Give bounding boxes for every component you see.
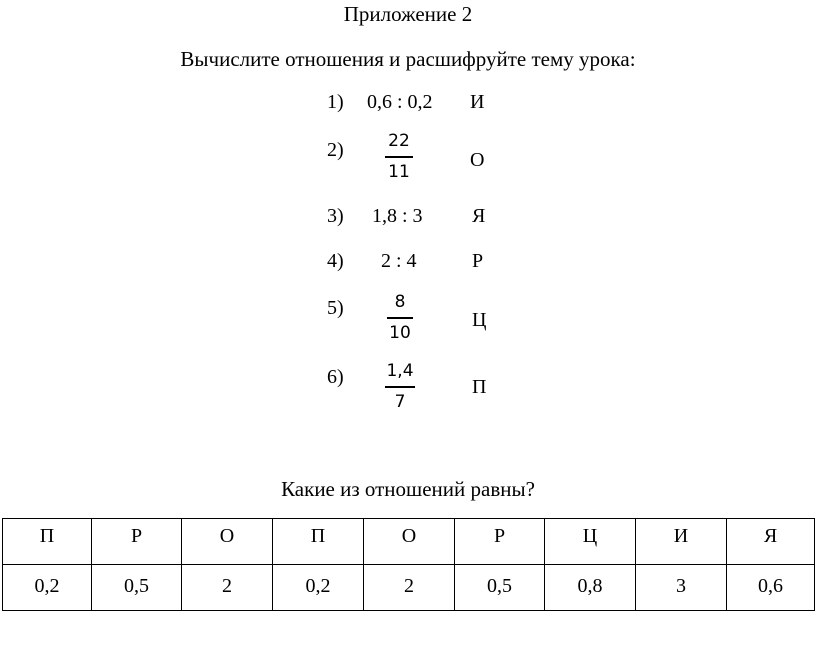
item-number: 2): [327, 139, 344, 161]
answer-table: [2, 518, 815, 611]
item-fraction: [384, 131, 414, 182]
table-cell: 0,6: [727, 565, 815, 611]
item-letter: Ц: [472, 309, 487, 331]
item-letter: О: [470, 149, 485, 171]
fraction-numerator: 8: [394, 292, 406, 312]
table-cell: П: [273, 519, 364, 565]
item-letter: Р: [472, 250, 484, 272]
fraction-bar: [387, 317, 413, 319]
item-letter: П: [472, 376, 487, 398]
fraction-denominator: 7: [394, 391, 406, 412]
item-number: 5): [327, 297, 344, 319]
fraction-denominator: 10: [389, 322, 411, 343]
item-letter: Я: [472, 205, 486, 227]
page-title: Приложение 2: [343, 2, 473, 26]
fraction-denominator: 11: [388, 161, 410, 182]
table-cell: И: [636, 519, 727, 565]
item-number: 4): [327, 250, 344, 272]
table-cell: О: [182, 519, 273, 565]
table-cell: О: [364, 519, 455, 565]
table-row-letters: [3, 519, 815, 565]
table-cell: 0,2: [3, 565, 92, 611]
fraction-numerator: 22: [388, 131, 410, 151]
table-row-values: [3, 565, 815, 611]
item-number: 3): [327, 205, 344, 227]
item-number: 6): [327, 366, 344, 388]
table-cell: Я: [727, 519, 815, 565]
fraction-numerator: 1,4: [386, 361, 414, 381]
item-fraction: [385, 292, 415, 343]
item-number: 1): [327, 91, 344, 113]
item-expression: 1,8 : 3: [372, 205, 423, 227]
table-cell: 0,8: [545, 565, 636, 611]
table-cell: Р: [92, 519, 182, 565]
table-cell: 0,5: [92, 565, 182, 611]
task-instruction: Вычислите отношения и расшифруйте тему урока:: [180, 47, 636, 71]
fraction-bar: [385, 386, 415, 388]
question-text: Какие из отношений равны?: [281, 477, 535, 501]
table-cell: 0,5: [455, 565, 545, 611]
item-expression: 0,6 : 0,2: [367, 91, 433, 113]
table-cell: 0,2: [273, 565, 364, 611]
item-expression: 2 : 4: [381, 250, 417, 272]
table-cell: 2: [364, 565, 455, 611]
item-letter: И: [470, 91, 485, 113]
table-cell: Р: [455, 519, 545, 565]
table-cell: П: [3, 519, 92, 565]
table-cell: 2: [182, 565, 273, 611]
table-cell: 3: [636, 565, 727, 611]
table-cell: Ц: [545, 519, 636, 565]
fraction-bar: [385, 156, 413, 158]
item-fraction: [384, 361, 416, 412]
